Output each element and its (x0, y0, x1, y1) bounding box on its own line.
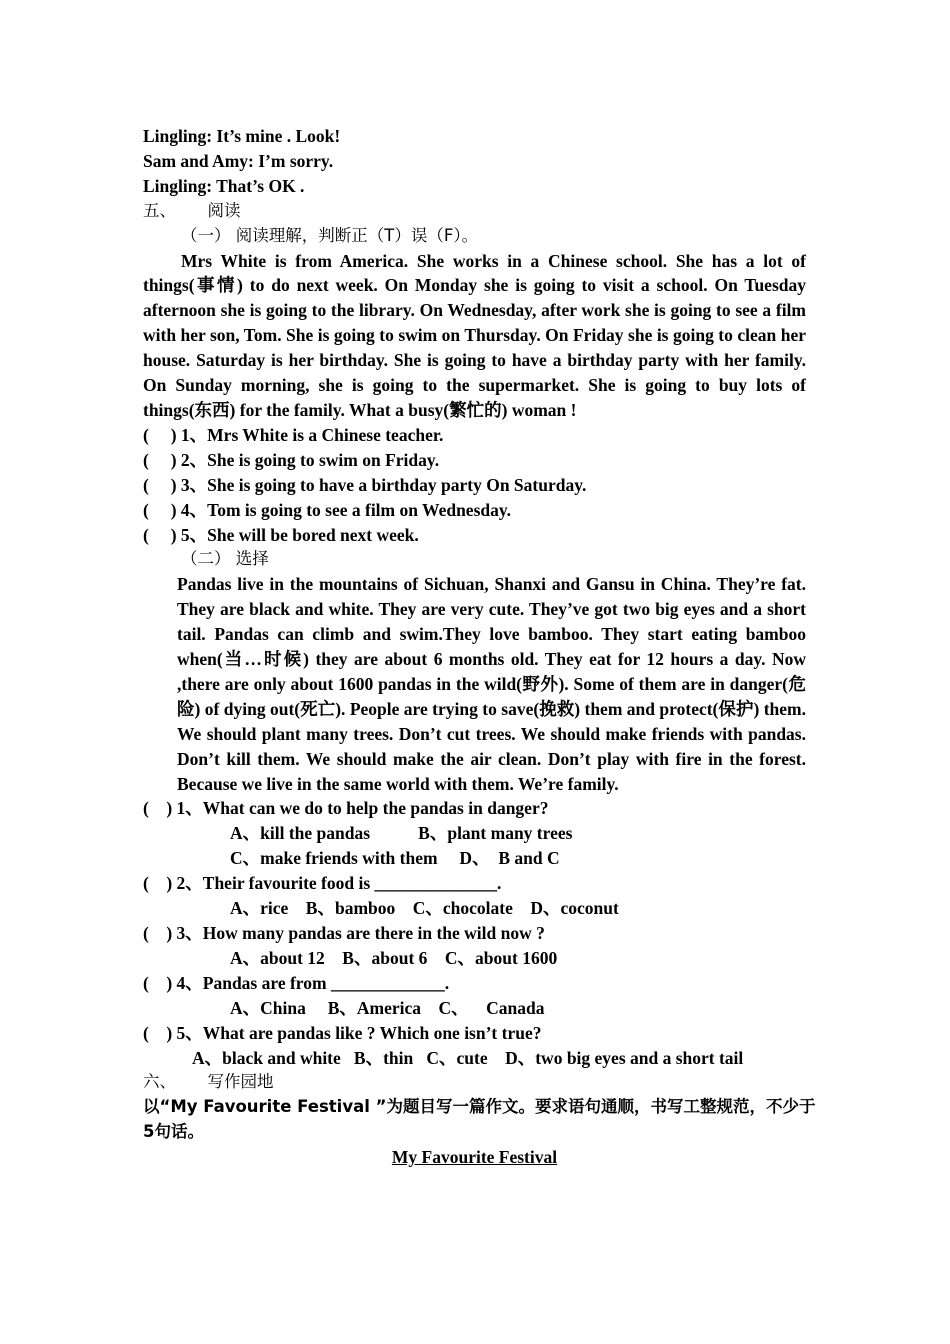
section-6-heading: 六、 写作园地 (143, 1072, 274, 1092)
mc-options: A、China B、America C、 Canada (230, 997, 545, 1018)
tf-question: ( ) 5、She will be bored next week. (143, 524, 419, 545)
mc-options: A、black and white B、thin C、cute D、two big eyes and a short tail (192, 1047, 744, 1068)
mc-options: C、make friends with them D、 B and C (230, 848, 560, 869)
mc-question: ( ) 1、What can we do to help the pandas in danger? (143, 798, 549, 819)
worksheet-page (143, 124, 816, 1170)
writing-instruction: 以“My Favourite Festival ”为题目写一篇作文。要求语句通顺，书写工整规范，不少于5句话。 (143, 1097, 816, 1142)
dialog-line: Lingling: That’s OK . (143, 175, 305, 196)
section-5-heading: 五、 阅读 (143, 200, 241, 220)
tf-question: ( ) 1、Mrs White is a Chinese teacher. (143, 424, 444, 445)
part-1-heading: （一） 阅读理解，判断正（T）误（F）。 (181, 225, 479, 245)
reading-passage-1: Mrs White is from America. She works in a Chinese school. She has a lot of things(事情) to do next week. On Monday she is going to visit a school. On Tuesday afternoon she is going to the library. On Wednesday, after work she is going to see a film with her son, Tom. She is going to swim on Thursday. On Friday she is going to clean her house. Saturday is her birthday. She is going to have a birthday party with her family. On Sunday morning, she is going to the supermarket. She is going to buy lots of things(东西) for the family. What a busy(繁忙的) woman ! (143, 250, 806, 420)
mc-question: ( ) 3、How many pandas are there in the wild now ? (143, 923, 545, 943)
mc-question: ( ) 4、Pandas are from _____________. (143, 972, 450, 993)
mc-options: A、kill the pandas B、plant many trees (230, 823, 573, 844)
essay-title: My Favourite Festival (391, 1147, 558, 1168)
tf-question: ( ) 3、She is going to have a birthday party On Saturday. (143, 474, 587, 495)
dialog-line: Sam and Amy: I’m sorry. (143, 150, 334, 171)
dialog-line: Lingling: It’s mine . Look! (143, 126, 341, 146)
tf-question: ( ) 4、Tom is going to see a film on Wednesday. (143, 499, 512, 520)
mc-question: ( ) 2、Their favourite food is ______________. (143, 873, 502, 894)
mc-options: A、rice B、bamboo C、chocolate D、coconut (230, 898, 619, 919)
mc-options: A、about 12 B、about 6 C、about 1600 (230, 947, 558, 968)
part-2-heading: （二） 选择 (181, 549, 269, 569)
mc-question: ( ) 5、What are pandas like ? Which one isn’t true? (143, 1022, 542, 1043)
tf-question: ( ) 2、She is going to swim on Friday. (143, 449, 440, 470)
reading-passage-2: Pandas live in the mountains of Sichuan, Shanxi and Gansu in China. They’re fat. They are black and white. They are very cute. They’ve got two big eyes and a short tail. Pandas can climb and swim.They love bamboo. They start eating bamboo when(当…时候) they are about 6 months old. They eat for 12 hours a day. Now ,there are only about 1600 pandas in the wild(野外). Some of them are in danger(危险) of dying out(死亡). People are trying to save(挽救) them and protect(保护) them. We should plant many trees. Don’t cut trees. We should make friends with pandas. Don’t kill them. We should make the air clean. Don’t play with fire in the forest. Because we live in the same world with them. We’re family. (177, 574, 806, 794)
